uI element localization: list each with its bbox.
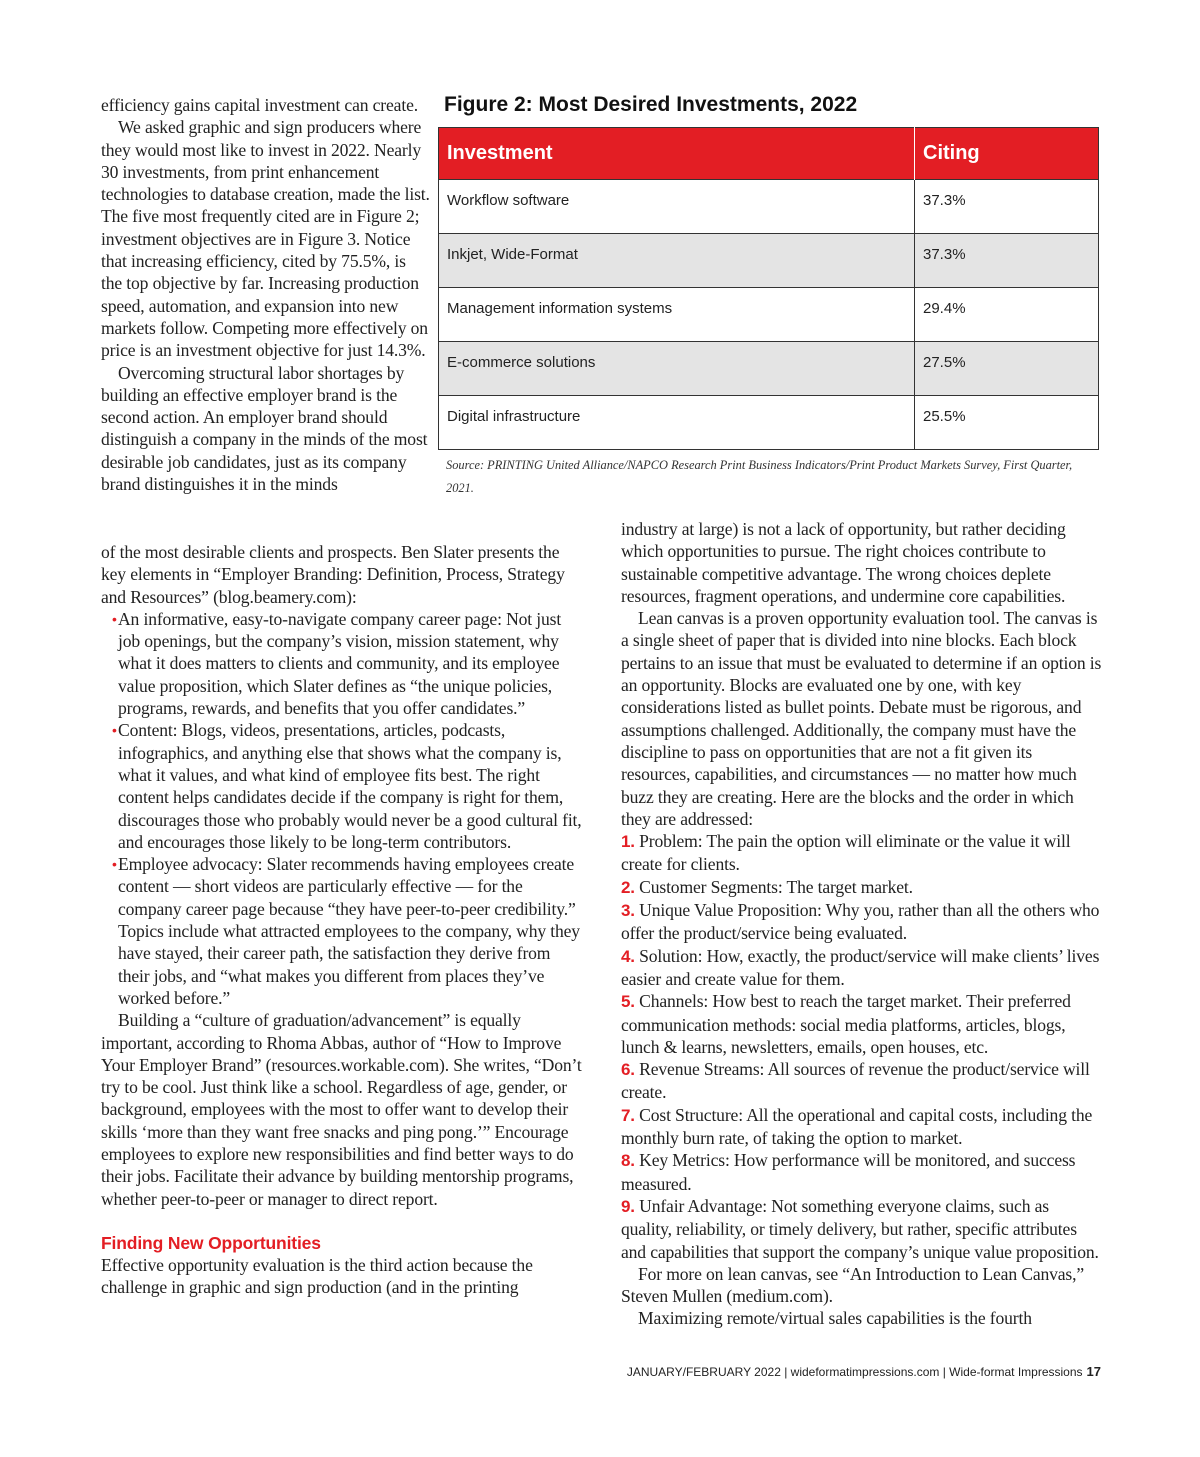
table-header-row [439,128,1099,180]
paragraph: Overcoming structural labor shortages by building an effective employer brand is the second action. An employer brand should distinguish a company in the minds of the most desirable job candidates, just as its company brand distinguishes it in the minds [101,362,428,495]
citing-cell: 25.5% [915,396,1099,450]
column-header-investment: Investment [439,128,915,180]
bullet-icon: • [112,856,117,873]
citing-cell: 37.3% [915,234,1099,288]
list-item: 6. Revenue Streams: All sources of revenue the product/service will create. [621,1059,1090,1103]
paragraph: Maximizing remote/virtual sales capabilities is the fourth [638,1308,1032,1329]
paragraph: We asked graphic and sign producers where they would most like to invest in 2022. Nearly 30 investments, from print enhancement technologies to database creation, made the list. The five most frequently cited are in Figure 2; investment objectives are in Figure 3. Notice that increasing efficiency, cited by 75.5%, is the top objective by far. Increasing production speed, automation, and expansion into new markets follow. Competing more effectively on price is an investment objective for just 14.3%. [101,117,430,361]
paragraph: Effective opportunity evaluation is the third action because the challenge in graphic and sign production (and in the printing [101,1254,533,1298]
list-item: 3. Unique Value Proposition: Why you, rather than all the others who offer the product/service being evaluated. [621,900,1100,944]
paragraph: Building a “culture of graduation/advancement” is equally important, according to Rhoma Abbas, author of “How to Improve Your Employer Brand” (resources.workable.com). She writes, “Don’t try to be cool. Just think like a school. Regardless of age, gender, or background, employees with the most to offer want to develop their skills ‘more than they want free snacks and ping pong.’” Encourage employees to explore new responsibilities and find better ways to do their jobs. Facilitate their advance by building mentorship programs, whether peer-to-peer or manager to direct report. [101,1010,582,1209]
investment-cell: E-commerce solutions [439,342,915,396]
employer-branding-list [101,608,583,1009]
figure-title: Figure 2: Most Desired Investments, 2022 [444,93,858,116]
list-item: 9. Unfair Advantage: Not something everyone claims, such as quality, reliability, or timely delivery, but rather, specific attributes and capabilities that support the company’s unique value proposition. [621,1195,1099,1262]
table-row [439,342,1099,396]
investment-table [438,127,1099,450]
left-column-top [101,94,431,495]
citing-cell: 37.3% [915,180,1099,234]
right-column [621,518,1103,1330]
table-row [439,234,1099,288]
investment-cell: Workflow software [439,180,915,234]
lean-canvas-blocks [621,830,1103,1263]
column-header-citing: Citing [915,128,1099,180]
left-column-bottom [101,541,583,1299]
investment-cell: Digital infrastructure [439,396,915,450]
paragraph: efficiency gains capital investment can create. [101,95,418,115]
citing-cell: 29.4% [915,288,1099,342]
page-number: 17 [1086,1364,1101,1379]
table-row [439,288,1099,342]
list-item: 4. Solution: How, exactly, the product/service will make clients’ lives easier and create value for them. [621,945,1100,989]
figure-source: Source: PRINTING United Alliance/NAPCO Research Print Business Indicators/Print Product Markets Survey, First Quarter, 2021. [446,458,1073,495]
figure-2 [438,91,1099,500]
table-row [439,396,1099,450]
investment-cell: Management information systems [439,288,915,342]
footer-text: JANUARY/FEBRUARY 2022 | wideformatimpressions.com | Wide-format Impressions [626,1365,1083,1379]
table-row [439,180,1099,234]
list-item: 8. Key Metrics: How performance will be monitored, and success measured. [621,1150,1076,1194]
page-footer [627,1364,1101,1379]
list-item: 1. Problem: The pain the option will eliminate or the value it will create for clients. [621,831,1071,875]
paragraph: Lean canvas is a proven opportunity evaluation tool. The canvas is a single sheet of paper that is divided into nine blocks. Each block pertains to an issue that must be evaluated to determine if an option is an opportunity. Blocks are evaluated one by one, with key considerations listed as bullet points. Debate must be rigorous, and assumptions challenged. Additionally, the company must have the discipline to pass on opportunities that are not a fit given its resources, capabilities, and circumstances — no matter how much buzz they are creating. Here are the blocks and the order in which they are addressed: [621,608,1102,829]
list-item: • Content: Blogs, videos, presentations, articles, podcasts, infographics, and anything else that shows what the company is, what it values, and what kind of employee fits best. The right content helps candidates decide if the company is right for them, discourages those who probably would never be a good cultural fit, and encourages those likely to be long-term contributors. [112,720,582,852]
bullet-icon: • [112,722,117,739]
paragraph: For more on lean canvas, see “An Introduction to Lean Canvas,” Steven Mullen (medium.com). [621,1263,1085,1307]
list-item: 7. Cost Structure: All the operational and capital costs, including the monthly burn rate, of taking the option to market. [621,1104,1093,1149]
list-item: 5. Channels: How best to reach the target market. Their preferred communication methods: social media platforms, articles, blogs, lunch & learns, newsletters, emails, open houses, etc. [621,991,1071,1057]
section-heading: Finding New Opportunities [101,1232,321,1253]
list-item: • Employee advocacy: Slater recommends having employees create content — short videos are particularly effective — for the company career page because “they have peer-to-peer credibility.” Topics include what attracted employees to the company, why they have stayed, their career path, the satisfaction they derive from their jobs, and “what makes you different from places they’ve worked before.” [112,854,580,1008]
list-item: 2. Customer Segments: The target market. [621,876,913,897]
citing-cell: 27.5% [915,342,1099,396]
paragraph: of the most desirable clients and prospects. Ben Slater presents the key elements in “Employer Branding: Definition, Process, Strategy and Resources” (blog.beamery.com): [101,542,565,607]
bullet-icon: • [112,610,117,627]
list-item: • An informative, easy-to-navigate company career page: Not just job openings, but the company’s vision, mission statement, why what it does matters to clients and community, and its employee value proposition, which Slater defines as “the unique policies, programs, rewards, and benefits that you offer candidates.” [112,608,562,719]
investment-cell: Inkjet, Wide-Format [439,234,915,288]
paragraph: industry at large) is not a lack of opportunity, but rather deciding which opportunities to pursue. The right choices contribute to sustainable competitive advantage. The wrong choices deplete resources, fragment operations, and undermine core capabilities. [621,519,1066,606]
